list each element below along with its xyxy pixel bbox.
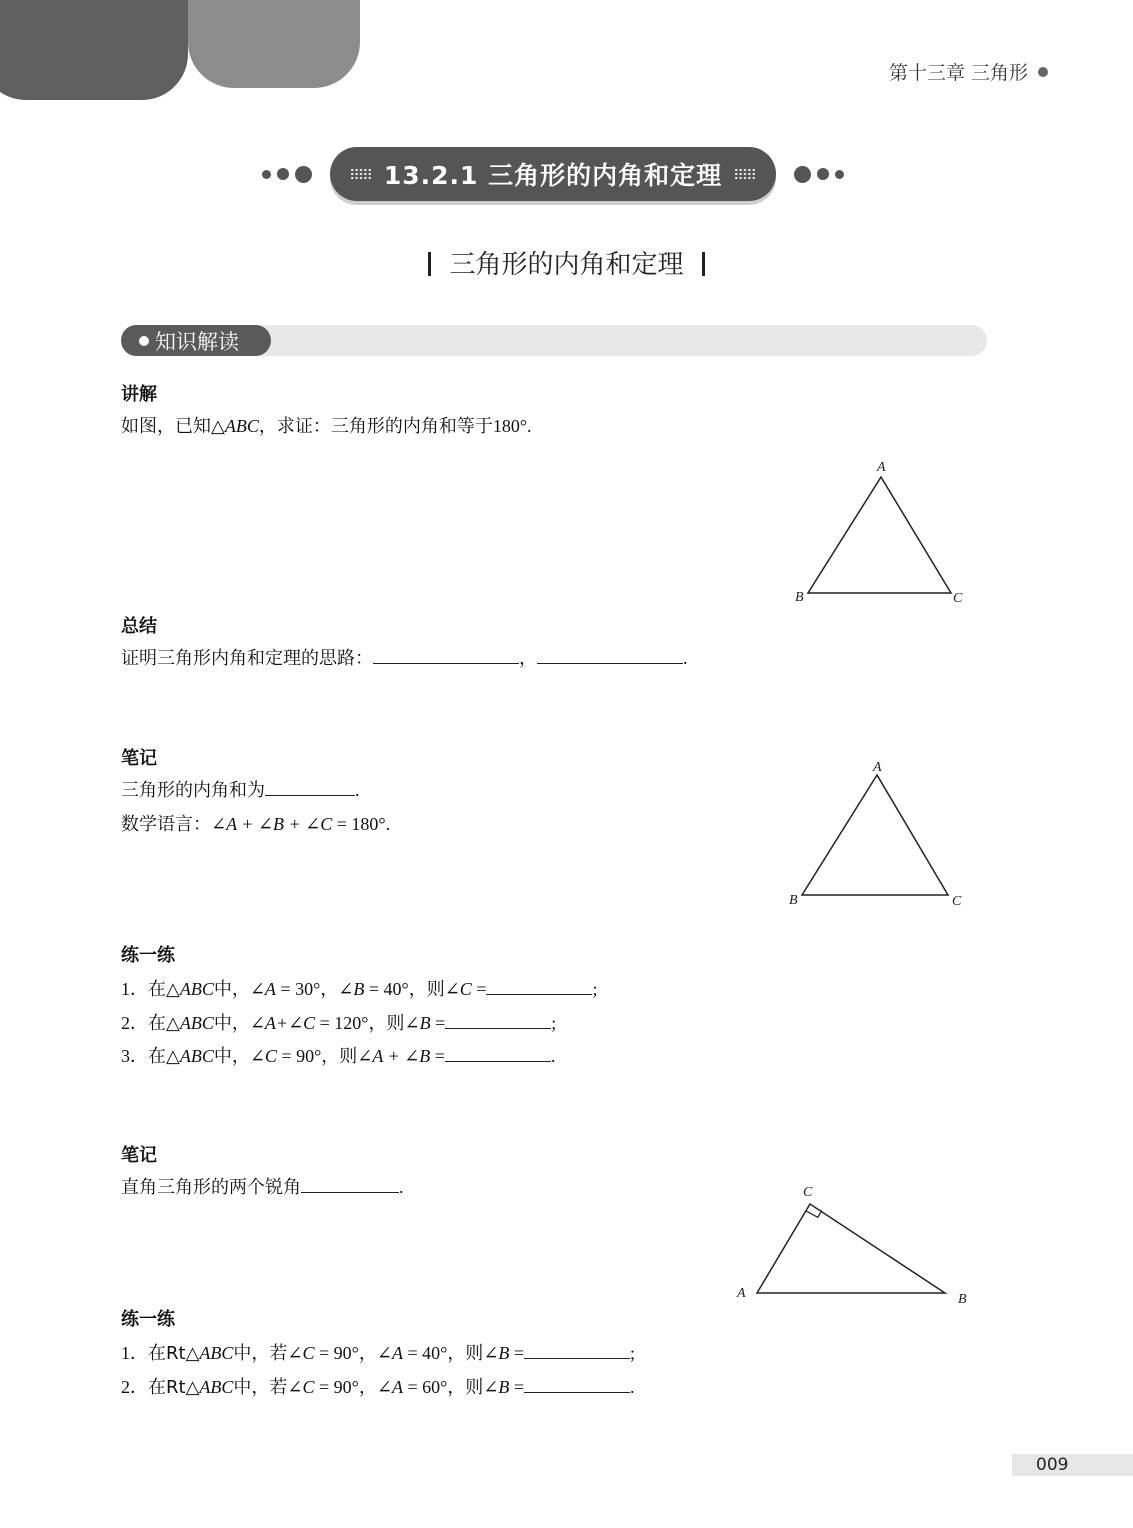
- answer-blank[interactable]: [445, 1010, 551, 1029]
- answer-blank[interactable]: [524, 1374, 630, 1393]
- note-line-1: 直角三角形的两个锐角 .: [121, 1173, 404, 1199]
- chapter-header: [889, 58, 1048, 85]
- vertex-label-a: A: [877, 460, 886, 475]
- grid-icon: [350, 168, 372, 180]
- practice-item: 2．在△ABC中，∠A+∠C = 120°，则∠B = ;: [121, 1009, 556, 1035]
- grid-icon: [734, 168, 756, 180]
- summary-text: 证明三角形内角和定理的思路： ， .: [121, 644, 688, 670]
- page-number-box: [1012, 1454, 1133, 1476]
- answer-blank[interactable]: [373, 645, 519, 664]
- header-tab-decoration: [188, 0, 360, 88]
- summary-heading: 总结: [121, 616, 157, 637]
- vertex-label-b: B: [789, 893, 798, 908]
- vertex-label-c: C: [953, 591, 963, 606]
- triangle-shape: [808, 477, 951, 593]
- triangle-shape: [757, 1204, 945, 1293]
- answer-blank[interactable]: [445, 1043, 551, 1062]
- lesson-subtitle: 三角形的内角和定理: [0, 244, 1133, 281]
- note-heading: 笔记: [121, 1145, 157, 1166]
- banner-title: 13.2.1 三角形的内角和定理: [383, 161, 723, 190]
- answer-blank[interactable]: [265, 777, 355, 796]
- bullet-icon: [1038, 67, 1048, 77]
- practice-heading: 练一练: [121, 1309, 175, 1330]
- answer-blank[interactable]: [301, 1174, 399, 1193]
- vertex-label-a: A: [737, 1286, 746, 1301]
- practice-item: 1．在△ABC中，∠A = 30°，∠B = 40°，则∠C = ;: [121, 975, 597, 1001]
- answer-blank[interactable]: [537, 645, 683, 664]
- header-tab-decoration: [0, 0, 188, 100]
- vertex-label-a: A: [873, 760, 882, 775]
- note-line-2: 数学语言：∠A + ∠B + ∠C = 180°.: [121, 814, 391, 835]
- vertex-label-b: B: [958, 1292, 967, 1307]
- banner-dots-right: [794, 162, 844, 186]
- explain-text: 如图，已知△ABC，求证：三角形的内角和等于180°.: [121, 416, 532, 437]
- section-label: 知识解读: [121, 325, 271, 356]
- triangle-figure-2: [785, 755, 975, 915]
- note-line-1: 三角形的内角和为 .: [121, 776, 360, 802]
- right-triangle-figure: [730, 1180, 980, 1310]
- triangle-shape: [802, 775, 948, 895]
- section-banner: [330, 147, 776, 201]
- triangle-figure-1: [790, 455, 980, 610]
- answer-blank[interactable]: [524, 1340, 630, 1359]
- bullet-icon: [139, 336, 149, 346]
- practice-item: 2．在Rt△ABC中，若∠C = 90°，∠A = 60°，则∠B = .: [121, 1373, 635, 1399]
- explain-heading: 讲解: [121, 384, 157, 405]
- right-angle-mark: [806, 1210, 822, 1217]
- vertex-label-c: C: [952, 894, 962, 909]
- answer-blank[interactable]: [486, 976, 592, 995]
- practice-item: 1．在Rt△ABC中，若∠C = 90°，∠A = 40°，则∠B = ;: [121, 1339, 635, 1365]
- banner-dots-left: [262, 162, 312, 186]
- vertex-label-c: C: [803, 1185, 813, 1200]
- page-number: 009: [1036, 1455, 1069, 1475]
- note-heading: 笔记: [121, 748, 157, 769]
- vertex-label-b: B: [795, 590, 804, 605]
- chapter-title: 第十三章 三角形: [888, 62, 1028, 84]
- practice-item: 3．在△ABC中，∠C = 90°，则∠A + ∠B = .: [121, 1042, 555, 1068]
- practice-heading: 练一练: [121, 945, 175, 966]
